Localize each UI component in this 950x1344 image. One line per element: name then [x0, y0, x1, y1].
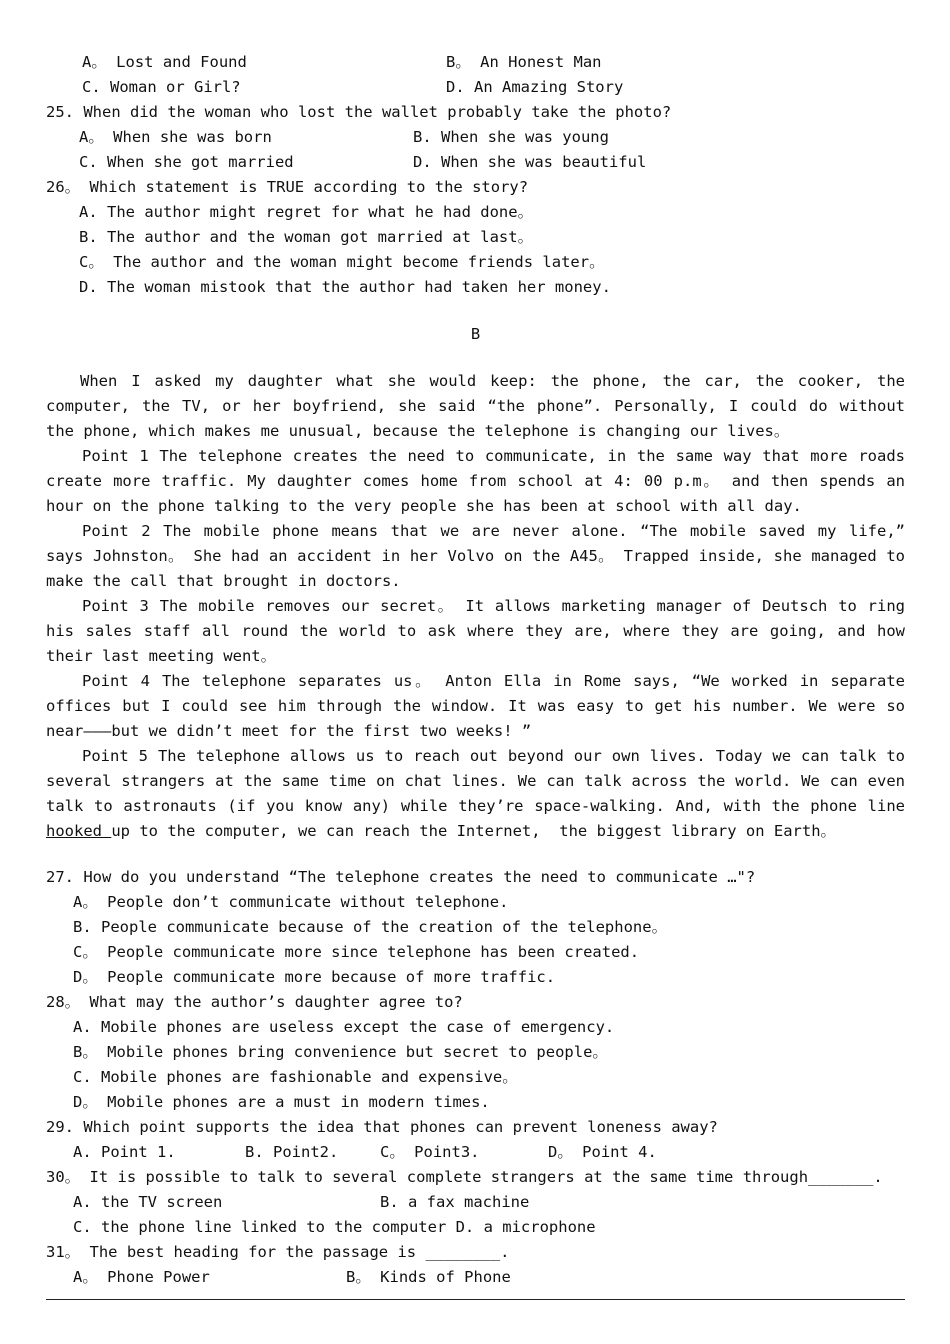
passage-line: the phone, which makes me unusual, because the telephone is changing our lives。	[46, 422, 790, 440]
q29-stem: 29. Which point supports the idea that phones can prevent loneness away?	[46, 1118, 718, 1136]
section-b-heading: B	[470, 325, 481, 343]
q29-option-a: A. Point 1.	[73, 1143, 176, 1161]
q24-option-c: C. Woman or Girl?	[82, 78, 241, 96]
q28-option-a: A. Mobile phones are useless except the case of emergency.	[73, 1018, 615, 1036]
passage-line	[46, 821, 836, 841]
passage-line: several strangers at the same time on chat lines. We can talk across the world. We can even	[46, 772, 905, 790]
q27-option-b: B. People communicate because of the creation of the telephone。	[73, 918, 668, 936]
q27-stem: 27. How do you understand “The telephone creates the need to communicate …"?	[46, 868, 756, 886]
q24-option-d: D. An Amazing Story	[446, 78, 624, 96]
q25-stem: 25. When did the woman who lost the wallet probably take the photo?	[46, 103, 672, 121]
passage-line: Point 2 The mobile phone means that we are never alone. “The mobile saved my life,”	[82, 522, 905, 540]
footer-rule	[46, 1299, 905, 1300]
passage-line: Point 5 The telephone allows us to reach out beyond our own lives. Today we can talk to	[82, 747, 905, 765]
q27-option-d: D。 People communicate more because of more traffic.	[73, 968, 556, 986]
q28-stem: 28。 What may the author’s daughter agree to?	[46, 993, 463, 1011]
q27-option-c: C。 People communicate more since telephone has been created.	[73, 943, 640, 961]
q25-option-c: C. When she got married	[79, 153, 294, 171]
passage-line: When I asked my daughter what she would keep: the phone, the car, the cooker, the	[80, 372, 905, 390]
passage-line-rest: up to the computer, we can reach the Internet, the biggest library on Earth。	[111, 822, 837, 840]
q28-option-b: B。 Mobile phones bring convenience but secret to people。	[73, 1043, 608, 1061]
passage-line: hour on the phone talking to the very people she has been at school with all day.	[46, 497, 802, 515]
passage-line: says Johnston。 She had an accident in her Volvo on the A45。 Trapped inside, she managed to	[46, 547, 905, 565]
q28-option-c: C. Mobile phones are fashionable and expensive。	[73, 1068, 518, 1086]
q29-option-b: B. Point2.	[245, 1143, 339, 1161]
q29-option-c: C。 Point3.	[380, 1143, 480, 1161]
q31-stem: 31。 The best heading for the passage is ________.	[46, 1243, 510, 1261]
q26-option-b: B. The author and the woman got married at last。	[79, 228, 534, 246]
q30-stem: 30。 It is possible to talk to several complete strangers at the same time through_______.	[46, 1168, 883, 1186]
passage-line: Point 1 The telephone creates the need to communicate, in the same way that more roads	[82, 447, 905, 465]
q26-option-c: C。 The author and the woman might become friends later。	[79, 253, 605, 271]
q30-option-b: B. a fax machine	[380, 1193, 530, 1211]
underlined-word: hooked	[46, 822, 112, 840]
q25-option-b: B. When she was young	[413, 128, 609, 146]
passage-line: their last meeting went。	[46, 647, 277, 665]
q24-option-b: B。 An Honest Man	[446, 53, 602, 71]
q31-option-b: B。 Kinds of Phone	[346, 1268, 511, 1286]
q26-option-d: D. The woman mistook that the author had taken her money.	[79, 278, 611, 296]
q30-option-cd: C. the phone line linked to the computer D. a microphone	[73, 1218, 596, 1236]
passage-line: create more traffic. My daughter comes home from school at 4: 00 p.m。 and then spends an	[46, 472, 905, 490]
q30-option-a: A. the TV screen	[73, 1193, 223, 1211]
q25-option-a: A。 When she was born	[79, 128, 272, 146]
passage-line: Point 4 The telephone separates us。 Anton Ella in Rome says, “We worked in separate	[82, 672, 905, 690]
q25-option-d: D. When she was beautiful	[413, 153, 647, 171]
q26-option-a: A. The author might regret for what he had done。	[79, 203, 534, 221]
passage-line: computer, the TV, or her boyfriend, she said “the phone”. Personally, I could do without	[46, 397, 905, 415]
passage-line: near———but we didn’t meet for the first two weeks! ”	[46, 722, 532, 740]
q26-stem: 26。 Which statement is TRUE according to the story?	[46, 178, 529, 196]
passage-line: Point 3 The mobile removes our secret。 It allows marketing manager of Deutsch to ring	[82, 597, 905, 615]
q28-option-d: D。 Mobile phones are a must in modern times.	[73, 1093, 490, 1111]
passage-line: his sales staff all round the world to ask where they are, where they are going, and how	[46, 622, 905, 640]
passage-line: offices but I could see him through the window. It was easy to get his number. We were so	[46, 697, 905, 715]
passage-line: talk to astronauts (if you know any) while they’re space-walking. And, with the phone line	[46, 797, 905, 815]
passage-line: make the call that brought in doctors.	[46, 572, 401, 590]
q31-option-a: A。 Phone Power	[73, 1268, 210, 1286]
q24-option-a: A。 Lost and Found	[82, 53, 247, 71]
q29-option-d: D。 Point 4.	[548, 1143, 657, 1161]
q27-option-a: A。 People don’t communicate without telephone.	[73, 893, 509, 911]
